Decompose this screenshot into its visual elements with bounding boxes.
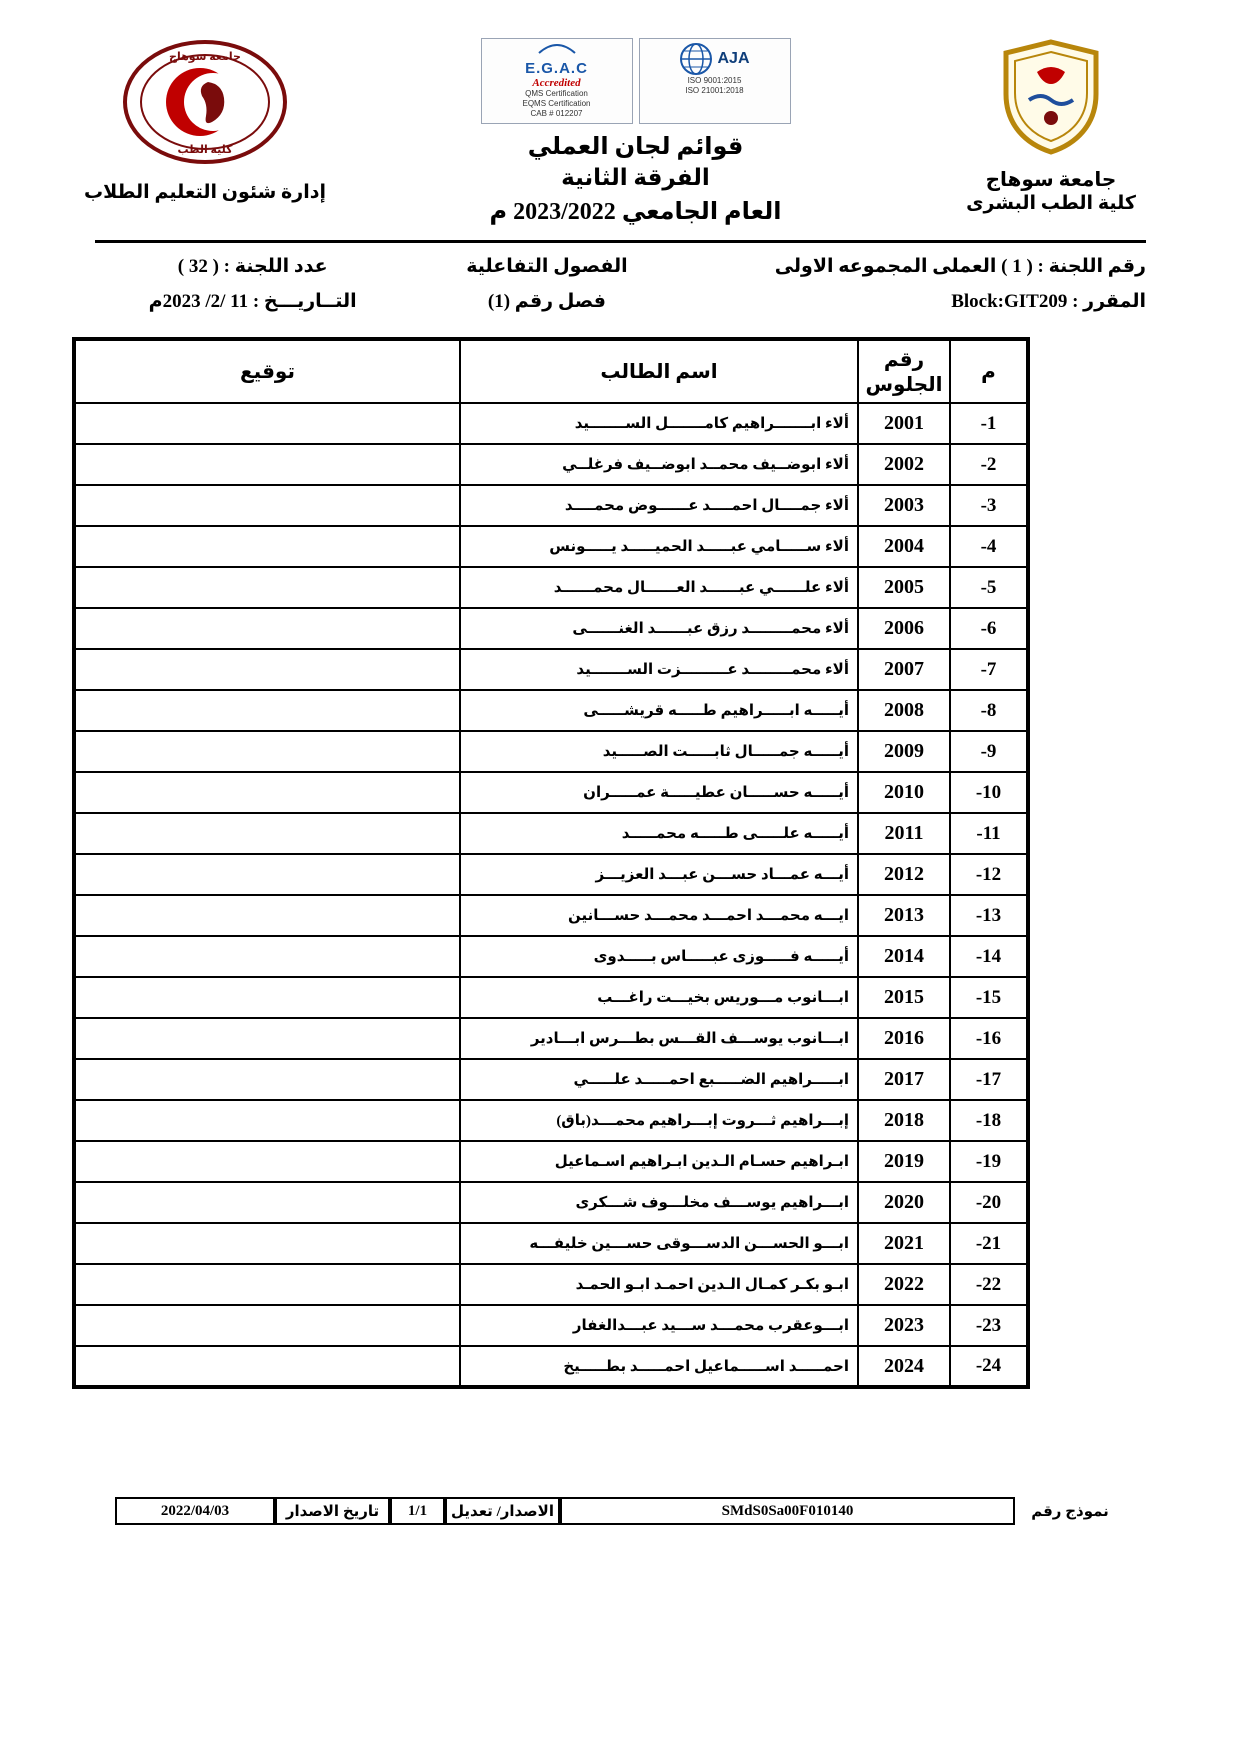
faculty-name: كلية الطب البشرى xyxy=(966,193,1136,214)
egac-name: E.G.A.C xyxy=(525,60,588,77)
seat-number: 2018 xyxy=(858,1100,950,1141)
student-name: ايـــه محمـــد احمـــد محمـــد حســـانين xyxy=(460,895,858,936)
logo-ring-top-text: جامعة سوهاج xyxy=(169,51,241,63)
student-row xyxy=(74,1059,1028,1100)
globe-icon xyxy=(679,42,713,76)
student-name: ابـــراهيم يوســـف مخلـــوف شـــكرى xyxy=(460,1182,858,1223)
seat-number: 2008 xyxy=(858,690,950,731)
seat-number: 2006 xyxy=(858,608,950,649)
row-number: 15- xyxy=(950,977,1028,1018)
student-name: ألاء ابوضــيف محمــد ابوضــيف فرغلــي xyxy=(460,444,858,485)
student-row xyxy=(74,895,1028,936)
table-header-row xyxy=(74,339,1028,403)
seat-number: 2007 xyxy=(858,649,950,690)
row-number: 13- xyxy=(950,895,1028,936)
egac-accredited-label: Accredited xyxy=(532,77,581,89)
row-number: 9- xyxy=(950,731,1028,772)
issue-date-label: تاريخ الاصدار xyxy=(275,1497,390,1525)
seat-number: 2005 xyxy=(858,567,950,608)
signature-cell xyxy=(74,1264,460,1305)
signature-cell xyxy=(74,772,460,813)
student-row xyxy=(74,1141,1028,1182)
issue-date-value: 2022/04/03 xyxy=(115,1497,275,1525)
signature-cell xyxy=(74,895,460,936)
row-number: 18- xyxy=(950,1100,1028,1141)
info-row-2 xyxy=(95,290,1146,313)
row-number: 11- xyxy=(950,813,1028,854)
issue-value: 1/1 xyxy=(390,1497,445,1525)
info-row-1 xyxy=(95,255,1146,278)
header-seat-number: رقم الجلوس xyxy=(858,339,950,403)
university-shield-icon xyxy=(999,38,1103,156)
form-number-label: نموذج رقم xyxy=(1031,1503,1109,1520)
seat-number: 2020 xyxy=(858,1182,950,1223)
student-row xyxy=(74,1223,1028,1264)
seat-number: 2014 xyxy=(858,936,950,977)
signature-cell xyxy=(74,977,460,1018)
department-label: إدارة شئون التعليم الطلاب xyxy=(84,182,326,203)
signature-cell xyxy=(74,1182,460,1223)
row-number: 1- xyxy=(950,403,1028,444)
seat-number: 2021 xyxy=(858,1223,950,1264)
student-row xyxy=(74,485,1028,526)
signature-cell xyxy=(74,608,460,649)
committee-count: عدد اللجنة : ( 32 ) xyxy=(177,256,328,277)
logo-ring-bottom-text: كلية الطب xyxy=(177,144,233,156)
seat-number: 2001 xyxy=(858,403,950,444)
footer-strip xyxy=(115,1497,1125,1525)
student-name: ألاء علــــــي عبــــــد العــــــال محمــــــد xyxy=(460,567,858,608)
signature-cell xyxy=(74,649,460,690)
header-number: م xyxy=(950,339,1028,403)
signature-cell xyxy=(74,854,460,895)
row-number: 7- xyxy=(950,649,1028,690)
classes-type: الفصول التفاعلية xyxy=(466,256,628,277)
issue-label: الاصدار/ تعديل xyxy=(445,1497,560,1525)
student-row xyxy=(74,977,1028,1018)
student-name: ابـــو الحســـن الدســـوقى حســـين خليفـــه xyxy=(460,1223,858,1264)
row-number: 22- xyxy=(950,1264,1028,1305)
student-name: ألاء ســـــامي عبـــــد الحميـــــد يـــــونس xyxy=(460,526,858,567)
signature-cell xyxy=(74,731,460,772)
student-name: ابـو بكـر كمـال الـدين احمـد ابـو الحمـد xyxy=(460,1264,858,1305)
student-name: أيـــــه ابـــــراهيم طـــــه قريشـــــى xyxy=(460,690,858,731)
row-number: 14- xyxy=(950,936,1028,977)
seat-number: 2019 xyxy=(858,1141,950,1182)
header-divider xyxy=(95,240,1146,243)
signature-cell xyxy=(74,1305,460,1346)
student-row xyxy=(74,854,1028,895)
row-number: 8- xyxy=(950,690,1028,731)
student-name: أيـــــه فـــــوزى عبـــــاس بـــــدوى xyxy=(460,936,858,977)
egac-line3: CAB # 012207 xyxy=(530,109,583,118)
seat-number: 2022 xyxy=(858,1264,950,1305)
committee-info xyxy=(0,253,1241,333)
student-name: ألاء محمــــــــد عـــــــــزت الســـــــيد xyxy=(460,649,858,690)
egac-line2: EQMS Certification xyxy=(522,99,591,108)
student-row xyxy=(74,526,1028,567)
seat-number: 2013 xyxy=(858,895,950,936)
seat-number: 2011 xyxy=(858,813,950,854)
signature-cell xyxy=(74,690,460,731)
faculty-of-medicine-logo-icon xyxy=(120,38,290,166)
university-name: جامعة سوهاج xyxy=(985,169,1117,191)
row-number: 19- xyxy=(950,1141,1028,1182)
seat-number: 2004 xyxy=(858,526,950,567)
student-name: ألاء محمــــــــد رزق عبــــــد الغنــــــى xyxy=(460,608,858,649)
student-row xyxy=(74,1346,1028,1387)
student-row xyxy=(74,772,1028,813)
seat-number: 2015 xyxy=(858,977,950,1018)
student-row xyxy=(74,936,1028,977)
student-name: أيـــــه جمـــــال ثابـــــت الصـــــيد xyxy=(460,731,858,772)
aja-logo xyxy=(639,38,791,124)
signature-cell xyxy=(74,1100,460,1141)
header-right xyxy=(916,38,1186,215)
seat-number: 2010 xyxy=(858,772,950,813)
student-table-body xyxy=(74,403,1028,1387)
student-row xyxy=(74,567,1028,608)
student-row xyxy=(74,731,1028,772)
student-name: ابـراهيم حسـام الـدين ابـراهيم اسـماعيل xyxy=(460,1141,858,1182)
student-row xyxy=(74,649,1028,690)
student-name: ابـــانوب يوســـف القـــس بطـــرس ابـــادير xyxy=(460,1018,858,1059)
row-number: 6- xyxy=(950,608,1028,649)
committee-number: رقم اللجنة : ( 1 ) العملى المجموعه الاولى xyxy=(774,256,1146,277)
student-row xyxy=(74,1182,1028,1223)
student-name: أيـــه عمـــاد حســـن عبـــد العزيـــز xyxy=(460,854,858,895)
aja-line2: ISO 21001:2018 xyxy=(685,86,744,95)
student-row xyxy=(74,1264,1028,1305)
course-block: المقرر : Block:GIT209 xyxy=(951,291,1146,312)
aja-line1: ISO 9001:2015 xyxy=(687,76,742,85)
signature-cell xyxy=(74,1346,460,1387)
students-table xyxy=(72,337,1030,1389)
student-name: ألاء جمــــال احمــــد عــــــوض محمــــد xyxy=(460,485,858,526)
student-row xyxy=(74,813,1028,854)
egac-line1: QMS Certification xyxy=(525,89,588,98)
row-number: 5- xyxy=(950,567,1028,608)
header-center xyxy=(355,38,916,226)
student-row xyxy=(74,608,1028,649)
row-number: 3- xyxy=(950,485,1028,526)
row-number: 24- xyxy=(950,1346,1028,1387)
student-row xyxy=(74,1305,1028,1346)
page-header xyxy=(0,0,1241,226)
signature-cell xyxy=(74,526,460,567)
signature-cell xyxy=(74,567,460,608)
row-number: 4- xyxy=(950,526,1028,567)
row-number: 2- xyxy=(950,444,1028,485)
row-number: 12- xyxy=(950,854,1028,895)
student-row xyxy=(74,1100,1028,1141)
student-row xyxy=(74,403,1028,444)
header-student-name: اسم الطالب xyxy=(460,339,858,403)
signature-cell xyxy=(74,444,460,485)
seat-number: 2003 xyxy=(858,485,950,526)
student-name: احمـــــد اســـــماعيل احمـــــد بطـــــيخ xyxy=(460,1346,858,1387)
student-name: ابـــانوب مـــوريس بخيـــت راغـــب xyxy=(460,977,858,1018)
document-title: قوائم لجان العملي xyxy=(527,134,744,160)
signature-cell xyxy=(74,1223,460,1264)
seat-number: 2012 xyxy=(858,854,950,895)
student-row xyxy=(74,444,1028,485)
certification-logos xyxy=(355,38,916,124)
header-signature: توقيع xyxy=(74,339,460,403)
egac-logo xyxy=(481,38,633,124)
row-number: 23- xyxy=(950,1305,1028,1346)
seat-number: 2002 xyxy=(858,444,950,485)
student-name: أيـــــه حســـــان عطيـــــة عمـــــران xyxy=(460,772,858,813)
seat-number: 2009 xyxy=(858,731,950,772)
student-row xyxy=(74,690,1028,731)
seat-number: 2023 xyxy=(858,1305,950,1346)
exam-date: التــاريـــخ : 11 /2/ 2023م xyxy=(148,291,357,312)
signature-cell xyxy=(74,1141,460,1182)
student-name: أيـــــه علـــــى طـــــه محمـــــد xyxy=(460,813,858,854)
seat-number: 2016 xyxy=(858,1018,950,1059)
grade-title: الفرقة الثانية xyxy=(561,165,710,190)
row-number: 16- xyxy=(950,1018,1028,1059)
signature-cell xyxy=(74,403,460,444)
seat-number: 2024 xyxy=(858,1346,950,1387)
seat-number: 2017 xyxy=(858,1059,950,1100)
egac-swoosh-icon xyxy=(537,43,577,55)
section-number: فصل رقم (1) xyxy=(487,291,606,312)
academic-year-title: العام الجامعي 2023/2022 م xyxy=(489,199,782,225)
student-name: ألاء ابـــــــراهيم كامـــــــل الســـــــيد xyxy=(460,403,858,444)
aja-name: AJA xyxy=(717,50,750,67)
form-code: SMdS0Sa00F010140 xyxy=(560,1497,1015,1525)
signature-cell xyxy=(74,1018,460,1059)
student-name: ابـــوعقرب محمـــد ســـيد عبـــدالغفار xyxy=(460,1305,858,1346)
row-number: 10- xyxy=(950,772,1028,813)
signature-cell xyxy=(74,936,460,977)
row-number: 20- xyxy=(950,1182,1028,1223)
row-number: 17- xyxy=(950,1059,1028,1100)
student-row xyxy=(74,1018,1028,1059)
signature-cell xyxy=(74,813,460,854)
student-name: إبـــراهيم ثـــروت إبـــراهيم محمـــد(باق) xyxy=(460,1100,858,1141)
signature-cell xyxy=(74,485,460,526)
row-number: 21- xyxy=(950,1223,1028,1264)
signature-cell xyxy=(74,1059,460,1100)
header-left xyxy=(55,38,355,204)
student-name: ابـــــراهيم الضـــــبع احمـــــد علـــــي xyxy=(460,1059,858,1100)
